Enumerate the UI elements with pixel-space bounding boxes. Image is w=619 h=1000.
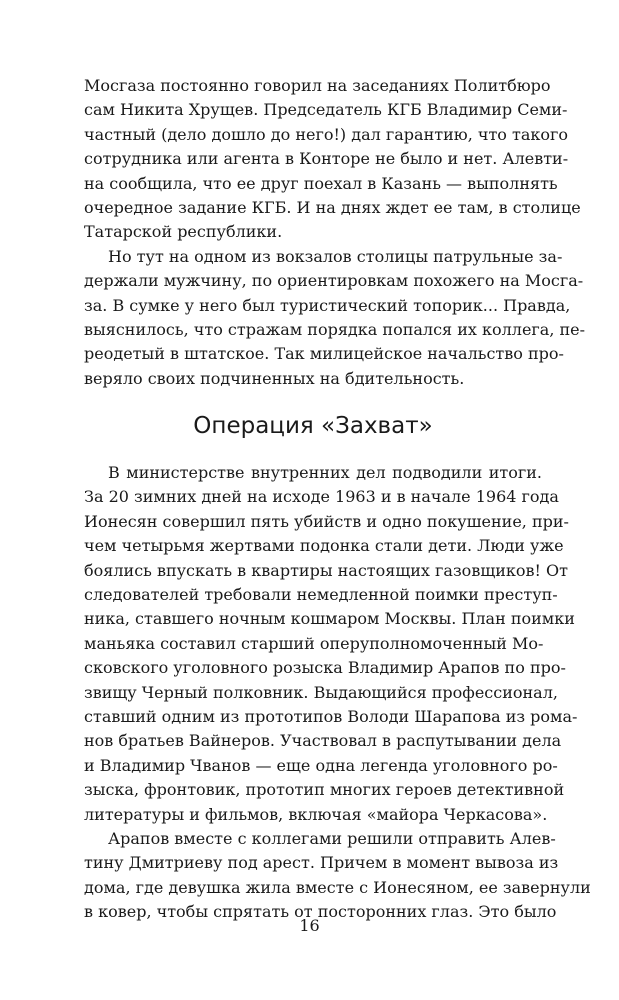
text-line: и Владимир Чванов — еще одна легенда уголовного ро- [84, 755, 558, 775]
page-number: 16 [299, 916, 320, 935]
paragraph [84, 74, 581, 245]
text-line: в ковер, чтобы спрятать от посторонних глаз. Это было [84, 902, 557, 922]
text-line: очередное задание КГБ. И на днях ждет ее там, в столице [84, 197, 581, 217]
page-body [84, 74, 591, 925]
text-line: дома, где девушка жила вместе с Ионесяном, ее завернули [84, 877, 591, 897]
text-line: литературы и фильмов, включая «майора Черкасова». [84, 804, 548, 824]
text-line: сотрудника или агента в Конторе не было и нет. Алевти- [84, 149, 569, 169]
paragraph [84, 827, 591, 925]
text-line: Ионесян совершил пять убийств и одно покушение, при- [84, 511, 569, 531]
text-before-heading [84, 74, 586, 391]
text-line: Арапов вместе с коллегами решили отправить Алев- [108, 828, 556, 848]
text-line: реодетый в штатское. Так милицейское начальство про- [84, 344, 564, 364]
text-line: Мосгаза постоянно говорил на заседаниях Политбюро [84, 76, 551, 95]
text-line: В министерстве внутренних дел подводили итоги. [108, 463, 542, 483]
text-line: Но тут на одном из вокзалов столицы патрульные за- [108, 246, 563, 266]
text-line: тину Дмитриеву под арест. Причем в момент вывоза из [84, 853, 559, 873]
section-heading: Операция «Захват» [193, 413, 433, 440]
text-line: держали мужчину, по ориентировкам похожего на Мосга- [84, 271, 584, 291]
text-line: Татарской республики. [84, 222, 283, 242]
text-line: звищу Черный полковник. Выдающийся профессионал, [84, 682, 558, 702]
text-line: веряло своих подчиненных на бдительность. [84, 368, 465, 388]
text-line: боялись впускать в квартиры настоящих газовщиков! От [84, 560, 568, 580]
text-line: сковского уголовного розыска Владимир Арапов по про- [84, 658, 566, 678]
text-line: нов братьев Вайнеров. Участвовал в распутывании дела [84, 731, 562, 751]
text-line: следователей требовали немедленной поимки преступ- [84, 585, 558, 605]
paragraph [84, 245, 586, 391]
paragraph [84, 461, 578, 827]
text-line: сам Никита Хрущев. Председатель КГБ Владимир Семи- [84, 100, 568, 120]
text-line: ставший одним из прототипов Володи Шарапова из рома- [84, 706, 578, 726]
text-line: чем четырьмя жертвами подонка стали дети. Люди уже [84, 536, 564, 556]
text-line: маньяка составил старший оперуполномоченный Мо- [84, 633, 544, 653]
text-line: за. В сумке у него был туристический топорик... Правда, [84, 295, 571, 315]
text-line: За 20 зимних дней на исходе 1963 и в начале 1964 года [84, 487, 559, 507]
text-line: на сообщила, что ее друг поехал в Казань — выполнять [84, 173, 558, 193]
text-line: выяснилось, что стражам порядка попался их коллега, пе- [84, 319, 586, 339]
text-line: частный (дело дошло до него!) дал гарантию, что такого [84, 124, 569, 144]
text-line: ника, ставшего ночным кошмаром Москвы. План поимки [84, 609, 575, 629]
text-line: зыска, фронтовик, прототип многих героев детективной [84, 780, 565, 800]
text-after-heading [84, 461, 591, 924]
